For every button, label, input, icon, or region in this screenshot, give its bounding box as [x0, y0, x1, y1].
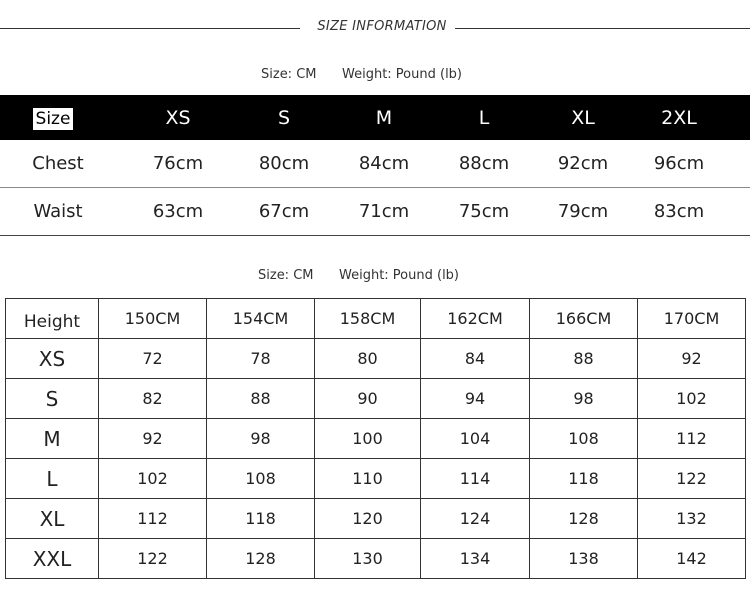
table-cell: 132 — [638, 499, 746, 539]
table-cell: 114 — [421, 459, 530, 499]
table-cell: 79cm — [557, 201, 609, 222]
height-col-header: 162CM — [421, 299, 530, 339]
size-chart-header-row — [0, 95, 750, 140]
size-chart-table — [0, 95, 750, 236]
height-col-header: 150CM — [99, 299, 207, 339]
row-label-l: L — [6, 459, 99, 499]
table-cell: 67cm — [258, 201, 310, 222]
table-cell: 112 — [99, 499, 207, 539]
table-cell: 100 — [315, 419, 421, 459]
table-cell: 108 — [530, 419, 638, 459]
table-cell: 128 — [207, 539, 315, 579]
height-col-header: 158CM — [315, 299, 421, 339]
table-cell: 76cm — [152, 153, 204, 174]
size-col-header: S — [277, 106, 291, 129]
row-label-xxl: XXL — [6, 539, 99, 579]
height-header-cell: Height — [6, 299, 99, 339]
weight-chart-header-row — [6, 299, 746, 339]
table-cell: 82 — [99, 379, 207, 419]
table-cell: 118 — [530, 459, 638, 499]
table2-size-unit: Size: CM — [258, 268, 314, 283]
row-label-chest: Chest — [32, 153, 84, 174]
table-cell: 110 — [315, 459, 421, 499]
table-cell: 78 — [207, 339, 315, 379]
table1-meta — [0, 67, 750, 85]
table-cell: 71cm — [358, 201, 410, 222]
page-title: SIZE INFORMATION — [317, 19, 447, 34]
table-cell: 72 — [99, 339, 207, 379]
table-cell: 102 — [638, 379, 746, 419]
table-cell: 120 — [315, 499, 421, 539]
table-cell: 80cm — [258, 153, 310, 174]
row-label-xs: XS — [6, 339, 99, 379]
row-label-xl: XL — [6, 499, 99, 539]
table-cell: 88cm — [458, 153, 510, 174]
height-col-header: 170CM — [638, 299, 746, 339]
table-cell: 102 — [99, 459, 207, 499]
table-cell: 134 — [421, 539, 530, 579]
table-cell: 84cm — [358, 153, 410, 174]
row-label-m: M — [6, 419, 99, 459]
size-col-header: M — [375, 106, 393, 129]
size-col-header: XS — [165, 106, 191, 129]
table-row — [6, 339, 746, 379]
table-row — [6, 379, 746, 419]
table-cell: 142 — [638, 539, 746, 579]
size-col-header: L — [478, 106, 490, 129]
row-label-waist: Waist — [33, 201, 83, 222]
table-cell: 83cm — [653, 201, 705, 222]
table-row — [0, 188, 750, 236]
table-cell: 124 — [421, 499, 530, 539]
table1-weight-unit: Weight: Pound (lb) — [342, 67, 463, 82]
table-cell: 98 — [530, 379, 638, 419]
table2-meta — [0, 268, 750, 286]
height-col-header: 166CM — [530, 299, 638, 339]
table-cell: 108 — [207, 459, 315, 499]
row-label-s: S — [6, 379, 99, 419]
table-cell: 118 — [207, 499, 315, 539]
table-cell: 122 — [99, 539, 207, 579]
height-col-header: 154CM — [207, 299, 315, 339]
table-cell: 92cm — [557, 153, 609, 174]
table-row — [6, 419, 746, 459]
table-cell: 63cm — [152, 201, 204, 222]
table-row — [6, 499, 746, 539]
table-cell: 80 — [315, 339, 421, 379]
size-header-cell — [18, 107, 88, 129]
table-cell: 92 — [638, 339, 746, 379]
table-cell: 96cm — [653, 153, 705, 174]
table2-weight-unit: Weight: Pound (lb) — [339, 268, 460, 283]
table1-size-unit: Size: CM — [261, 67, 317, 82]
table-cell: 88 — [530, 339, 638, 379]
table-row — [6, 459, 746, 499]
size-col-header: XL — [571, 106, 595, 129]
table-cell: 88 — [207, 379, 315, 419]
table-cell: 84 — [421, 339, 530, 379]
table-cell: 94 — [421, 379, 530, 419]
table-cell: 138 — [530, 539, 638, 579]
table-cell: 122 — [638, 459, 746, 499]
size-col-header: 2XL — [661, 106, 697, 129]
table-cell: 90 — [315, 379, 421, 419]
table-row — [6, 539, 746, 579]
table-cell: 92 — [99, 419, 207, 459]
table-row — [0, 140, 750, 188]
table-cell: 75cm — [458, 201, 510, 222]
weight-chart-table — [5, 298, 746, 579]
table-cell: 112 — [638, 419, 746, 459]
table-cell: 128 — [530, 499, 638, 539]
table-cell: 130 — [315, 539, 421, 579]
table-cell: 98 — [207, 419, 315, 459]
size-header-label: Size — [33, 108, 74, 130]
table-cell: 104 — [421, 419, 530, 459]
